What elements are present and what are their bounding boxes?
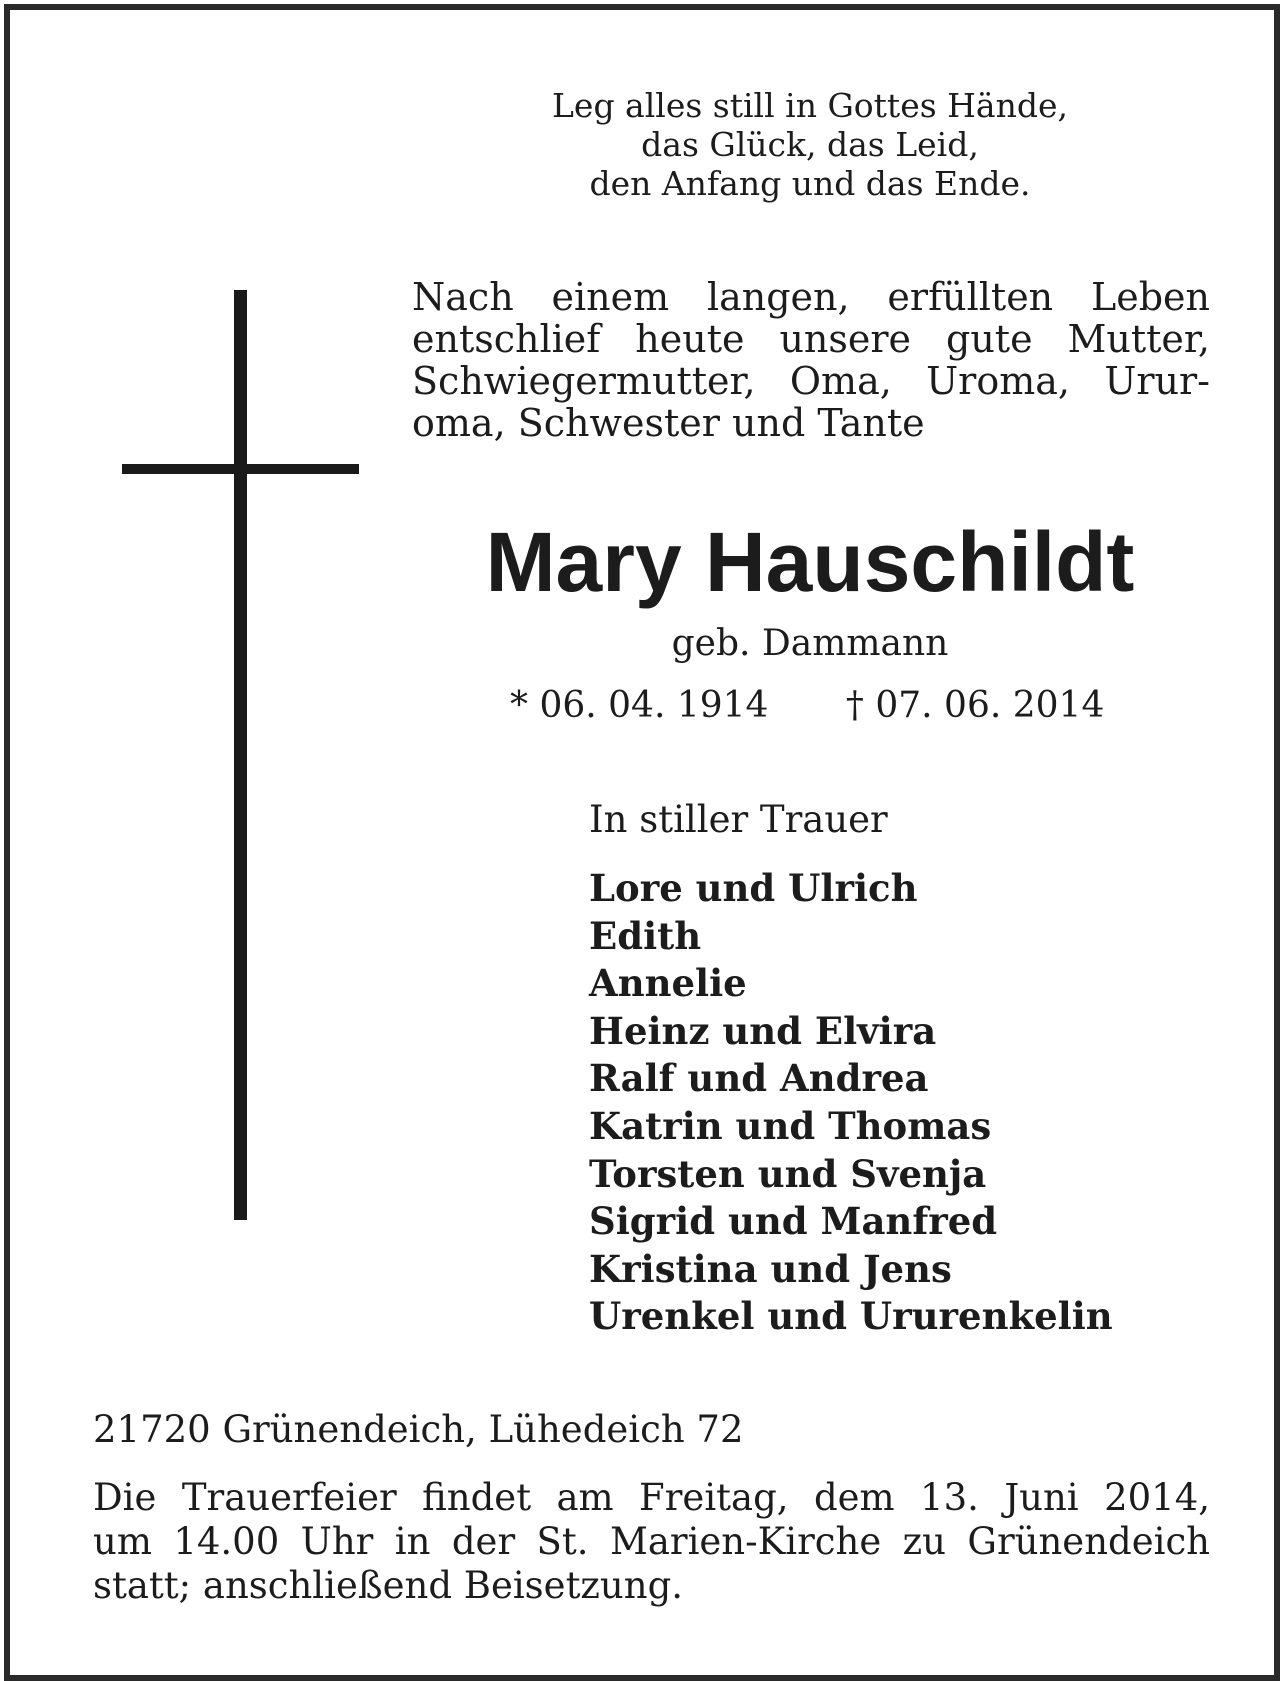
mourner-name: Heinz und Elvira bbox=[589, 1008, 937, 1053]
mourner-name: Torsten und Svenja bbox=[589, 1151, 987, 1196]
intro-line: Schwiegermutter, Oma, Uroma, Urur- bbox=[412, 359, 1210, 403]
poem-line: das Glück, das Leid, bbox=[641, 125, 979, 164]
deceased-name: Mary Hauschildt bbox=[485, 515, 1135, 609]
maiden-name: geb. Dammann bbox=[671, 623, 949, 664]
life-dates bbox=[500, 684, 1140, 728]
mourner-name: Edith bbox=[589, 913, 702, 958]
mourner-name: Kristina und Jens bbox=[589, 1246, 952, 1291]
cross-icon-horizontal-bar bbox=[122, 464, 359, 474]
mourning-heading: In stiller Trauer bbox=[589, 798, 888, 841]
mourner-name: Urenkel und Ururenkelin bbox=[589, 1294, 1113, 1339]
ceremony-line: um 14.00 Uhr in der St. Marien-Kirche zu Grünendeich bbox=[93, 1520, 1210, 1563]
mourner-name: Ralf und Andrea bbox=[589, 1056, 929, 1101]
obituary-notice bbox=[4, 4, 1280, 1681]
mourner-name: Lore und Ulrich bbox=[589, 866, 918, 910]
poem-line: Leg alles still in Gottes Hände, bbox=[552, 86, 1068, 125]
mourner-name: Annelie bbox=[589, 961, 747, 1006]
poem-line: den Anfang und das Ende. bbox=[589, 164, 1031, 203]
ceremony-line: statt; anschließend Beisetzung. bbox=[93, 1564, 684, 1607]
intro-line: oma, Schwester und Tante bbox=[412, 401, 925, 445]
mourner-name: Katrin und Thomas bbox=[589, 1103, 992, 1148]
ceremony-details bbox=[93, 1476, 1210, 1608]
intro-line: entschlief heute unsere gute Mutter, bbox=[412, 317, 1210, 361]
family-address: 21720 Grünendeich, Lühedeich 72 bbox=[93, 1408, 744, 1451]
ceremony-line: Die Trauerfeier findet am Freitag, dem 13. Juni 2014, bbox=[93, 1476, 1210, 1519]
death-date: † 07. 06. 2014 bbox=[845, 685, 1105, 726]
intro-text bbox=[412, 276, 1210, 444]
mourner-name: Sigrid und Manfred bbox=[589, 1199, 998, 1244]
intro-line: Nach einem langen, erfüllten Leben bbox=[412, 275, 1210, 319]
poem-verse bbox=[510, 86, 1110, 203]
cross-icon-vertical-bar bbox=[234, 290, 247, 1220]
mourners-list bbox=[589, 865, 1113, 1341]
birth-date: * 06. 04. 1914 bbox=[510, 685, 769, 726]
